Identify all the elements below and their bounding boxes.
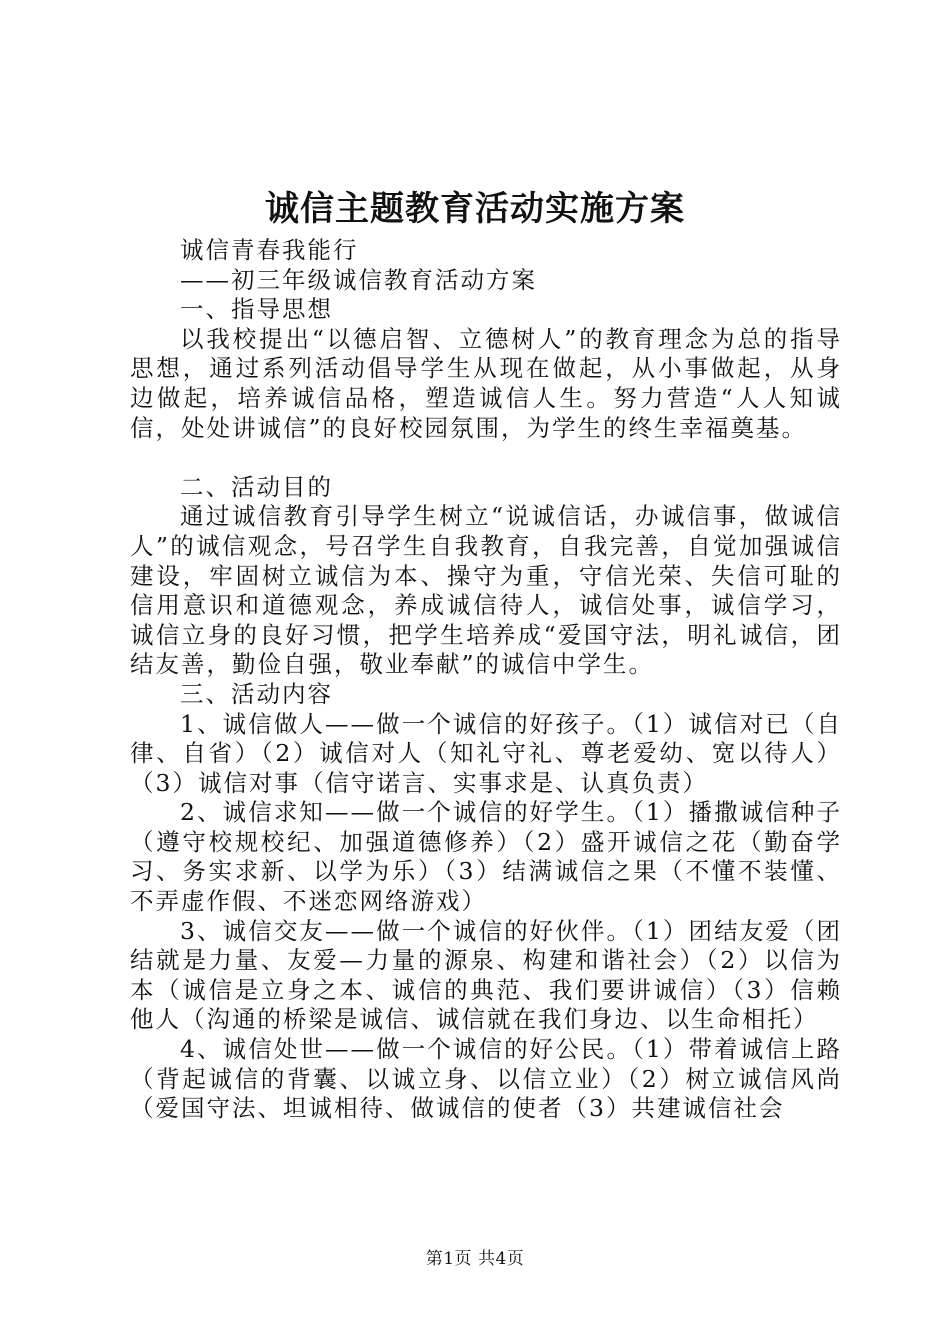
section-heading-2: 二、活动目的 bbox=[180, 472, 333, 501]
page-footer: 第1页 共4页 bbox=[425, 1249, 525, 1269]
paragraph-content-1: 1、诚信做人——做一个诚信的好孩子。（1）诚信对已（自律、自省）（2）诚信对人（知礼守礼、尊老爱幼、宽以待人）（3）诚信对事（信守诺言、实事求是、认真负责） bbox=[130, 709, 842, 797]
document-body bbox=[130, 236, 842, 1124]
paragraph-guiding-idea: 以我校提出“以德启智、立德树人”的教育理念为总的指导思想，通过系列活动倡导学生从现在做起，从小事做起，从身边做起，培养诚信品格，塑造诚信人生。努力营造“人人知诚信，处处讲诚信”的良好校园氛围，为学生的终生幸福奠基。 bbox=[130, 324, 842, 442]
paragraph-content-3: 3、诚信交友——做一个诚信的好伙伴。（1）团结友爱（团结就是力量、友爱—力量的源泉、构建和谐社会）（2）以信为本（诚信是立身之本、诚信的典范、我们要讲诚信）（3）信赖他人（沟通的桥梁是诚信、诚信就在我们身边、以生命相托） bbox=[130, 916, 842, 1034]
subtitle-line: ——初三年级诚信教育活动方案 bbox=[180, 265, 537, 294]
subtitle: 诚信青春我能行 bbox=[180, 236, 359, 264]
paragraph-content-4: 4、诚信处世——做一个诚信的好公民。（1）带着诚信上路（背起诚信的背囊、以诚立身、以信立业）（2）树立诚信风尚（爱国守法、坦诚相待、做诚信的使者（3）共建诚信社会 bbox=[130, 1035, 842, 1123]
section-heading-3: 三、活动内容 bbox=[180, 679, 333, 708]
paragraph-activity-purpose: 通过诚信教育引导学生树立“说诚信话，办诚信事，做诚信人”的诚信观念，号召学生自我教育，自我完善，自觉加强诚信建设，牢固树立诚信为本、操守为重，守信光荣、失信可耻的信用意识和道德观念，养成诚信待人，诚信处事，诚信学习，诚信立身的良好习惯，把学生培养成“爱国守法，明礼诚信，团结友善，勤俭自强，敬业奉献”的诚信中学生。 bbox=[130, 502, 842, 679]
paragraph-content-2: 2、诚信求知——做一个诚信的好学生。（1）播撒诚信种子（遵守校规校纪、加强道德修养）（2）盛开诚信之花（勤奋学习、务实求新、以学为乐）（3）结满诚信之果（不懂不装懂、不弄虚作假、不迷恋网络游戏） bbox=[130, 798, 842, 916]
document-title: 诚信主题教育活动实施方案 bbox=[265, 189, 685, 229]
section-heading-1: 一、指导思想 bbox=[180, 295, 333, 324]
